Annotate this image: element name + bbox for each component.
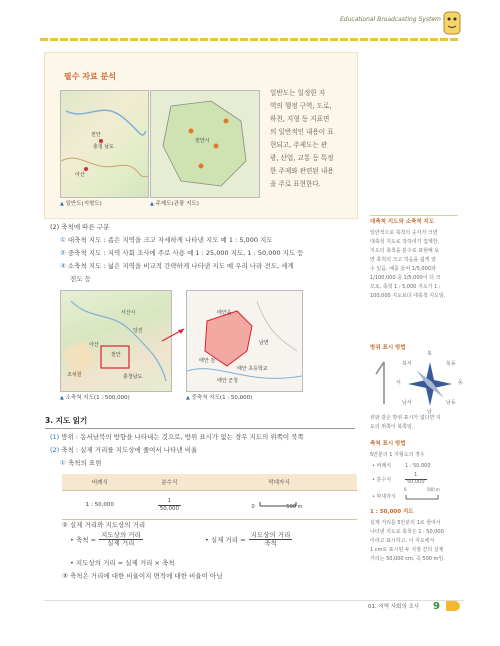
map4-label: 태안 천 bbox=[199, 358, 216, 364]
table-ratio-cell: 1 : 50,000 bbox=[62, 491, 138, 520]
side-line: 1/100,000 중 1/5,000이 더 크 bbox=[370, 275, 441, 281]
formula-real-distance: • 실제 거리 = $\frac{\text{지도상의 거리}}{\text{축척}}$ bbox=[205, 531, 291, 548]
box-paragraph-line: 광, 산업, 교통 등 특정 bbox=[270, 154, 334, 162]
header-divider bbox=[40, 38, 460, 41]
side-line: 위와 같은 방위 표시가 없다면 지 bbox=[370, 415, 441, 421]
scale-item: ③ 소축척 지도 : 넓은 지역을 비교적 간략하게 나타낸 지도 예 우리 나라 전도, 세계 bbox=[60, 262, 294, 270]
compass-n: 북 bbox=[427, 351, 432, 357]
formula-map-distance: • 지도상의 거리 = 실제 거리 × 축척 bbox=[70, 559, 175, 567]
compass-se: 남동 bbox=[446, 400, 456, 406]
map4-caption: ▲ 중축척 지도(1 : 50,000) bbox=[186, 395, 253, 401]
map1-label: 충청 남도 bbox=[93, 144, 114, 150]
side-line: 5만분의 1 지형도의 경우 bbox=[370, 452, 425, 458]
footer-divider bbox=[44, 600, 464, 601]
map3-label: 충청남도 bbox=[123, 374, 143, 380]
reading-item: ① 축척의 표현 bbox=[60, 459, 102, 467]
side-box-title: 축척 표시 방법 bbox=[370, 441, 406, 447]
compass-w: 서 bbox=[396, 380, 401, 386]
section-heading: 3. 지도 읽기 bbox=[45, 416, 88, 425]
sub-item: ② 실제 거리와 지도상의 거리 bbox=[62, 521, 146, 529]
box-paragraph-line: 역의 행정 구역, 도로, bbox=[270, 102, 332, 110]
map3-label: 조치원 bbox=[67, 372, 82, 378]
map4-label: 남면 bbox=[259, 340, 269, 346]
side-line: 도의 위쪽이 북쪽임. bbox=[370, 424, 414, 430]
page-number: 9 bbox=[433, 601, 440, 612]
map3-label: 당진 bbox=[133, 328, 143, 334]
compass-e: 동 bbox=[458, 380, 463, 386]
side-row-label: • 분수식 bbox=[372, 477, 392, 483]
side-line: 나타낸 지도로 축척은 1 : 50,000 bbox=[370, 529, 444, 535]
map3-caption: ▲ 소축척 지도(1 : 500,000) bbox=[60, 395, 130, 401]
box-paragraph-line: 한 주제와 관련된 내용 bbox=[270, 167, 334, 175]
side-box-title: 1 : 50,000 지도 bbox=[370, 509, 414, 515]
scale-bar-icon bbox=[404, 493, 454, 501]
box-paragraph-line: 현되고, 주제도는 관 bbox=[270, 141, 328, 149]
side-row-label: • 비례식 bbox=[372, 463, 392, 469]
table-fraction-cell: $\frac{1}{50,000}$ bbox=[138, 491, 201, 520]
section-divider bbox=[45, 428, 355, 429]
side-line: 이라고 표시하고, 이 지도에서 bbox=[370, 538, 435, 544]
compass-sw: 남서 bbox=[402, 400, 412, 406]
compass-nw: 북서 bbox=[402, 361, 412, 367]
map4-label: 태안 초등학교 bbox=[237, 366, 268, 372]
scale-item: ① 대축척 지도 : 좁은 지역을 크고 자세하게 나타낸 지도 예 1 : 5,000 지도 bbox=[60, 236, 273, 244]
mascot-icon bbox=[440, 8, 464, 38]
thematic-map-image bbox=[150, 90, 260, 198]
map1-label: 천안 bbox=[91, 132, 101, 138]
table-header: 막대자식 bbox=[201, 474, 357, 491]
side-row-value: 1 : 50,000 bbox=[405, 463, 431, 469]
map3-label: 서산시 bbox=[121, 310, 136, 316]
scale-item: ② 중축척 지도 : 지역 사회 조사에 주로 사용 예 1 : 25,000 지도, 1 : 50,000 지도 등 bbox=[60, 249, 304, 257]
map2-label: 천안시 bbox=[195, 138, 210, 144]
side-bar-right: 500 m bbox=[427, 487, 440, 492]
side-line: 100,000 지도보다 대축척 지도임. bbox=[370, 293, 446, 299]
map4-label: 태안읍 bbox=[217, 310, 232, 316]
bar-left: 0 bbox=[251, 504, 255, 510]
map3-label: 천안 bbox=[111, 352, 121, 358]
map2-caption: ▲ 주제도(관광 지도) bbox=[150, 201, 199, 207]
box-title: 필수 자료 분석 bbox=[64, 72, 116, 81]
compass-s: 남 bbox=[427, 409, 432, 415]
scale-item-continued: 전도 등 bbox=[70, 275, 91, 283]
small-scale-map-image bbox=[60, 290, 172, 392]
side-line: 일반적으로 축척의 숫자가 크면 bbox=[370, 230, 438, 236]
side-line: 대축척 지도로 작하여기 집계한, bbox=[370, 239, 440, 245]
table-header: 비례식 bbox=[62, 474, 138, 491]
box-paragraph-line: 을 주로 표현한다. bbox=[270, 180, 321, 188]
side-line: 수 있음. 예를 들어 1/5,000과 bbox=[370, 266, 436, 272]
side-line: 실제 거리를 5만분의 1로 줄여서 bbox=[370, 520, 441, 526]
reading-item: (1) 방위 : 동서남북의 방향을 나타내는 것으로, 방위 표시가 없는 경우 지도의 위쪽이 북쪽 bbox=[50, 433, 304, 441]
map1-label: 아산 bbox=[75, 172, 85, 178]
side-row-label: • 막대자식 bbox=[372, 494, 396, 500]
side-line: 거리는 50,000 cm, 즉 500 m임. bbox=[370, 556, 445, 562]
footer-chapter: 01. 지역 사회의 조사 bbox=[368, 604, 420, 610]
side-fraction: $\frac{1}{50,000}$ bbox=[407, 472, 425, 485]
map3-label: 아산 bbox=[89, 342, 99, 348]
side-line: 면 축척의 크고 작음을 쉽게 알 bbox=[370, 257, 436, 263]
box-paragraph-line: 일반도는 일정한 지 bbox=[270, 89, 326, 97]
side-box-title: 방위 표시 방법 bbox=[370, 345, 406, 351]
scale-expression-table bbox=[62, 474, 357, 520]
formula-scale: • 축척 = $\frac{\text{지도상의 거리}}{\text{실제 거리}}$ bbox=[70, 531, 141, 548]
map1-caption: ▲ 일반도(지형도) bbox=[60, 201, 102, 207]
medium-scale-map-image bbox=[186, 290, 303, 392]
general-map-image bbox=[60, 90, 149, 198]
header-series-title: Educational Broadcasting System bbox=[340, 16, 441, 23]
sub-item: ③ 축척은 거리에 대한 비율이지 면적에 대한 비율이 아님 bbox=[62, 572, 223, 580]
bar-right: 500 m bbox=[286, 504, 303, 510]
page-tab-decoration bbox=[446, 601, 460, 611]
compass-ne: 북동 bbox=[446, 361, 456, 367]
box-paragraph-line: 의 일반적인 내용이 표 bbox=[270, 128, 334, 136]
table-bar-cell bbox=[201, 491, 357, 520]
north-arrow-icon bbox=[372, 360, 396, 408]
map4-label: 태안 군청 bbox=[217, 378, 238, 384]
side-line: 1 cm로 표시된 두 지점 간의 실제 bbox=[370, 547, 444, 553]
box-paragraph-line: 하천, 지형 등 지표면 bbox=[270, 115, 330, 123]
side-divider bbox=[370, 215, 458, 216]
side-line: 므로, 축척 1 : 5,000 지도가 1 : bbox=[370, 284, 441, 290]
side-box-title: 대축척 지도와 소축척 지도 bbox=[370, 219, 435, 225]
side-line: 지도의 축척을 분수로 표현해 보 bbox=[370, 248, 440, 254]
reading-item: (2) 축척 : 실제 거리를 지도상에 줄여서 나타낸 비율 bbox=[50, 446, 198, 454]
table-header: 분수식 bbox=[138, 474, 201, 491]
side-bar-left: 0 bbox=[404, 487, 407, 492]
scale-heading: (2) 축척에 따른 구분 bbox=[50, 223, 110, 231]
